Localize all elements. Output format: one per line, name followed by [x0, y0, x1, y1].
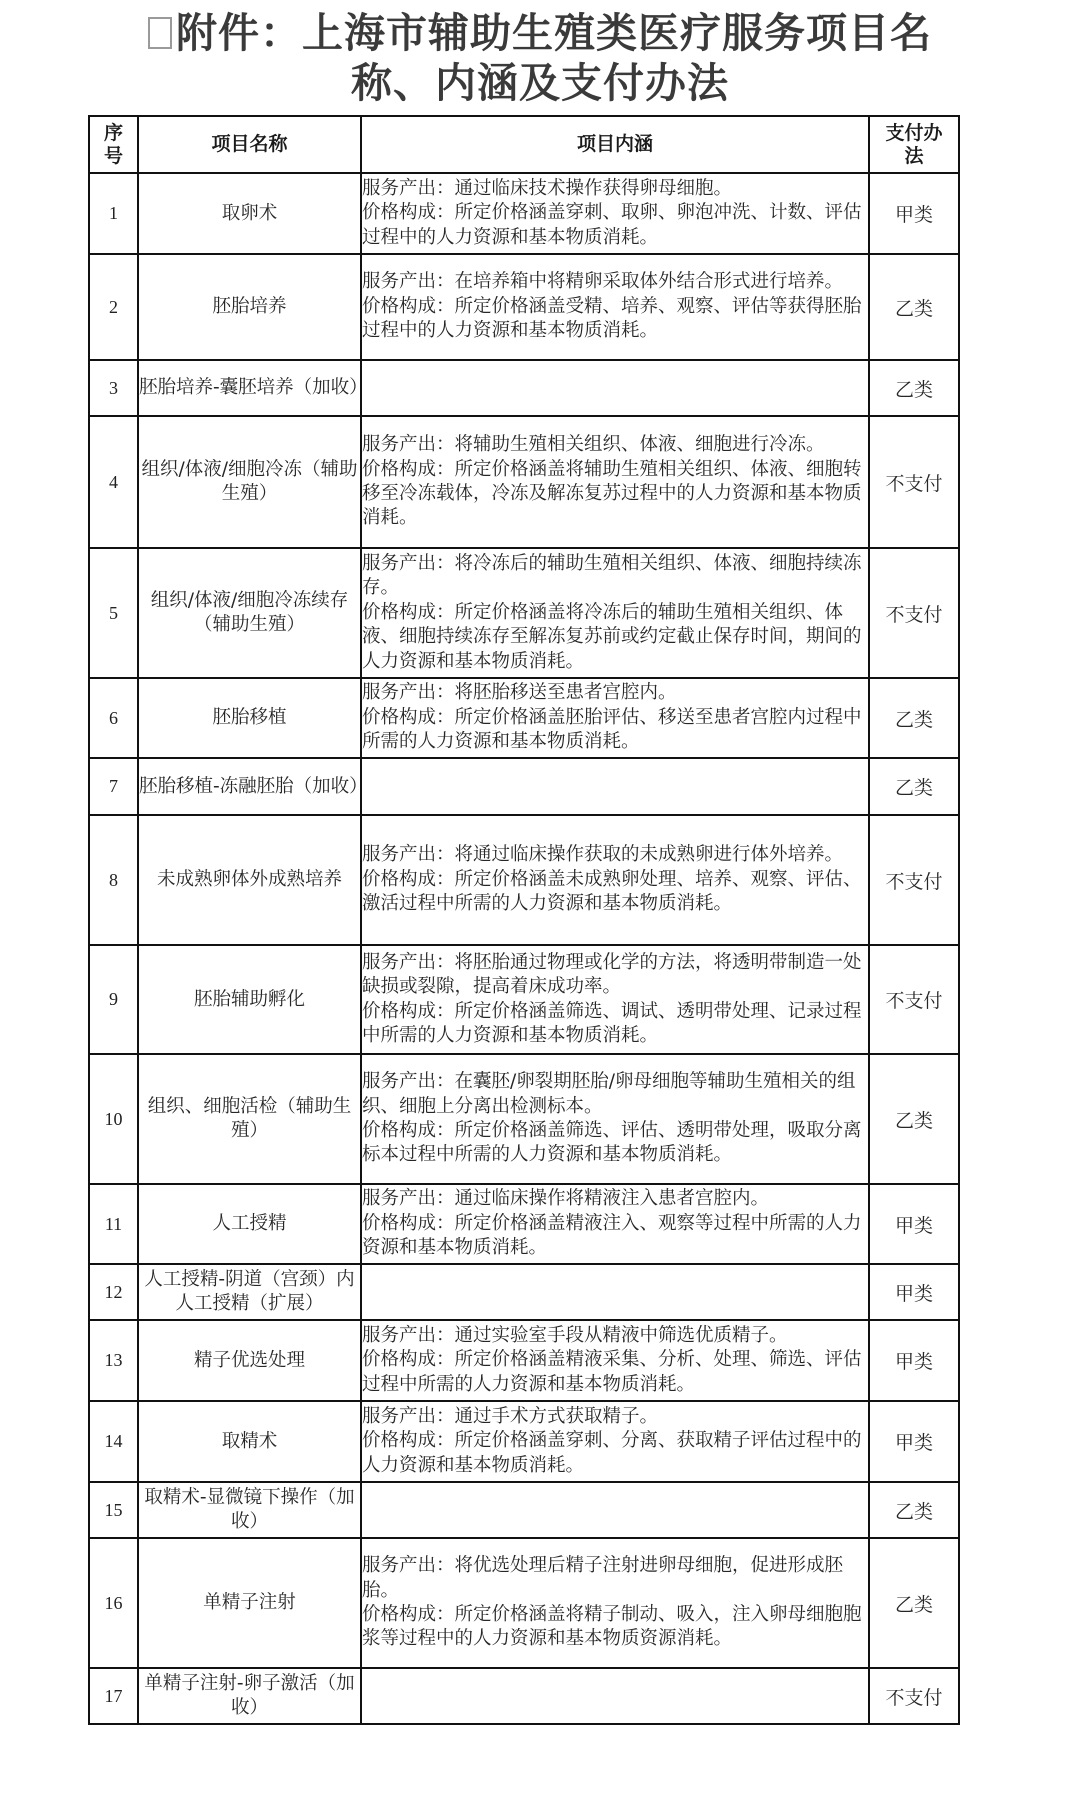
row-service-output: 服务产出：将冷冻后的辅助生殖相关组织、体液、细胞持续冻存。	[362, 552, 862, 599]
table-header-row	[89, 116, 959, 173]
table-row	[89, 1054, 959, 1184]
row-content	[361, 1264, 869, 1320]
row-price-composition: 价格构成：所定价格涵盖筛选、评估、透明带处理，吸取分离标本过程中所需的人力资源和基本物质消耗。	[362, 1120, 862, 1166]
table-row	[89, 416, 959, 548]
row-pay-method: 不支付	[869, 945, 959, 1054]
row-content	[361, 360, 869, 416]
row-service-output: 服务产出：在囊胚/卵裂期胚胎/卵母细胞等辅助生殖相关的组织、细胞上分离出检测标本。	[362, 1071, 856, 1117]
table-row	[89, 758, 959, 815]
table-row	[89, 173, 959, 254]
row-content	[361, 815, 869, 945]
row-seq: 9	[89, 945, 138, 1054]
row-service-output: 服务产出：通过临床技术操作获得卵母细胞。	[362, 177, 733, 199]
row-service-output: 服务产出：将胚胎移送至患者宫腔内。	[362, 682, 677, 704]
row-name: 胚胎辅助孵化	[138, 945, 361, 1054]
row-service-output: 服务产出：将通过临床操作获取的未成熟卵进行体外培养。	[362, 844, 844, 866]
row-name: 单精子注射	[138, 1538, 361, 1668]
row-name: 组织/体液/细胞冷冻续存（辅助生殖）	[138, 548, 361, 678]
row-price-composition: 价格构成：所定价格涵盖穿刺、取卵、卵泡冲洗、计数、评估过程中的人力资源和基本物质消耗。	[362, 202, 862, 248]
row-service-output: 服务产出：将胚胎通过物理或化学的方法，将透明带制造一处缺损或裂隙，提高着床成功率。	[362, 951, 862, 998]
header-content: 项目内涵	[361, 116, 869, 173]
row-price-composition: 价格构成：所定价格涵盖受精、培养、观察、评估等获得胚胎过程中的人力资源和基本物质消耗。	[362, 295, 862, 342]
row-content	[361, 1482, 869, 1538]
row-price-composition: 价格构成：所定价格涵盖将冷冻后的辅助生殖相关组织、体液、细胞持续冻存至解冻复苏前或约定截止保存时间，期间的人力资源和基本物质消耗。	[362, 601, 862, 672]
row-content	[361, 1538, 869, 1668]
row-seq: 14	[89, 1401, 138, 1482]
row-name: 取精术-显微镜下操作（加收）	[138, 1482, 361, 1538]
row-content	[361, 678, 869, 758]
row-price-composition: 价格构成：所定价格涵盖精液采集、分析、处理、筛选、评估过程中所需的人力资源和基本物质消耗。	[362, 1349, 862, 1395]
row-service-output: 服务产出：通过临床操作将精液注入患者宫腔内。	[362, 1188, 770, 1210]
document-title	[0, 8, 1080, 108]
row-name: 取精术	[138, 1401, 361, 1482]
row-pay-method: 乙类	[869, 1538, 959, 1668]
row-seq: 15	[89, 1482, 138, 1538]
row-pay-method: 乙类	[869, 360, 959, 416]
row-name: 精子优选处理	[138, 1320, 361, 1401]
row-name: 胚胎培养-囊胚培养（加收）	[138, 360, 361, 416]
table-row	[89, 1668, 959, 1724]
row-name: 人工授精-阴道（宫颈）内人工授精（扩展）	[138, 1264, 361, 1320]
row-name: 胚胎移植-冻融胚胎（加收）	[138, 758, 361, 815]
row-service-output: 服务产出：通过手术方式获取精子。	[362, 1405, 659, 1427]
row-content	[361, 758, 869, 815]
row-seq: 1	[89, 173, 138, 254]
row-seq: 2	[89, 254, 138, 360]
row-seq: 13	[89, 1320, 138, 1401]
row-pay-method: 甲类	[869, 1264, 959, 1320]
row-pay-method: 甲类	[869, 1320, 959, 1401]
table-row	[89, 1538, 959, 1668]
row-seq: 6	[89, 678, 138, 758]
row-content	[361, 548, 869, 678]
title-line-2: 称、内涵及支付办法	[351, 59, 729, 107]
row-seq: 8	[89, 815, 138, 945]
table-body	[89, 173, 959, 1724]
table-row	[89, 1184, 959, 1264]
row-pay-method: 乙类	[869, 678, 959, 758]
row-seq: 17	[89, 1668, 138, 1724]
row-service-output: 服务产出：将辅助生殖相关组织、体液、细胞进行冷冻。	[362, 434, 825, 456]
row-name: 胚胎培养	[138, 254, 361, 360]
row-price-composition: 价格构成：所定价格涵盖将精子制动、吸入，注入卵母细胞胞浆等过程中的人力资源和基本物质资源消耗。	[362, 1604, 862, 1650]
row-pay-method: 乙类	[869, 1054, 959, 1184]
row-name: 单精子注射-卵子激活（加收）	[138, 1668, 361, 1724]
row-name: 未成熟卵体外成熟培养	[138, 815, 361, 945]
title-line-1	[0, 8, 1080, 58]
row-content	[361, 1668, 869, 1724]
row-content	[361, 173, 869, 254]
services-table	[88, 115, 960, 1725]
row-name: 胚胎移植	[138, 678, 361, 758]
row-content	[361, 1320, 869, 1401]
row-service-output: 服务产出：在培养箱中将精卵采取体外结合形式进行培养。	[362, 271, 844, 293]
table-row	[89, 1320, 959, 1401]
row-seq: 7	[89, 758, 138, 815]
row-pay-method: 甲类	[869, 1401, 959, 1482]
row-pay-method: 不支付	[869, 548, 959, 678]
table-row	[89, 815, 959, 945]
table-row	[89, 1482, 959, 1538]
row-pay-method: 乙类	[869, 758, 959, 815]
table-row	[89, 548, 959, 678]
row-service-output: 服务产出：将优选处理后精子注射进卵母细胞，促进形成胚胎。	[362, 1555, 844, 1601]
row-name: 组织、细胞活检（辅助生殖）	[138, 1054, 361, 1184]
header-pay: 支付办 法	[869, 116, 959, 173]
row-price-composition: 价格构成：所定价格涵盖将辅助生殖相关组织、体液、细胞转移至冷冻载体，冷冻及解冻复苏过程中的人力资源和基本物质消耗。	[362, 458, 862, 529]
row-seq: 12	[89, 1264, 138, 1320]
row-price-composition: 价格构成：所定价格涵盖精液注入、观察等过程中所需的人力资源和基本物质消耗。	[362, 1212, 862, 1259]
header-name: 项目名称	[138, 116, 361, 173]
row-price-composition: 价格构成：所定价格涵盖胚胎评估、移送至患者宫腔内过程中所需的人力资源和基本物质消耗。	[362, 706, 862, 753]
row-service-output: 服务产出：通过实验室手段从精液中筛选优质精子。	[362, 1324, 788, 1346]
table-row	[89, 1401, 959, 1482]
row-pay-method: 不支付	[869, 416, 959, 548]
row-seq: 16	[89, 1538, 138, 1668]
row-price-composition: 价格构成：所定价格涵盖筛选、调试、透明带处理、记录过程中所需的人力资源和基本物质消耗。	[362, 1000, 862, 1046]
row-seq: 3	[89, 360, 138, 416]
row-name: 组织/体液/细胞冷冻（辅助生殖）	[138, 416, 361, 548]
row-content	[361, 945, 869, 1054]
row-pay-method: 乙类	[869, 1482, 959, 1538]
row-price-composition: 价格构成：所定价格涵盖穿刺、分离、获取精子评估过程中的人力资源和基本物质消耗。	[362, 1430, 862, 1476]
row-pay-method: 不支付	[869, 1668, 959, 1724]
table-row	[89, 945, 959, 1054]
row-content	[361, 416, 869, 548]
row-content	[361, 1184, 869, 1264]
row-pay-method: 甲类	[869, 1184, 959, 1264]
title-line-1-text: 附件：上海市辅助生殖类医疗服务项目名	[176, 9, 932, 57]
row-content	[361, 254, 869, 360]
table-row	[89, 1264, 959, 1320]
row-content	[361, 1054, 869, 1184]
row-pay-method: 乙类	[869, 254, 959, 360]
checkbox-placeholder-icon	[148, 17, 172, 49]
table-row	[89, 254, 959, 360]
table-row	[89, 678, 959, 758]
row-pay-method: 甲类	[869, 173, 959, 254]
row-pay-method: 不支付	[869, 815, 959, 945]
row-seq: 11	[89, 1184, 138, 1264]
row-name: 取卵术	[138, 173, 361, 254]
table-row	[89, 360, 959, 416]
row-seq: 4	[89, 416, 138, 548]
row-content	[361, 1401, 869, 1482]
header-seq: 序 号	[89, 116, 138, 173]
row-seq: 10	[89, 1054, 138, 1184]
row-seq: 5	[89, 548, 138, 678]
row-name: 人工授精	[138, 1184, 361, 1264]
row-price-composition: 价格构成：所定价格涵盖未成熟卵处理、培养、观察、评估、激活过程中所需的人力资源和基本物质消耗。	[362, 868, 862, 915]
